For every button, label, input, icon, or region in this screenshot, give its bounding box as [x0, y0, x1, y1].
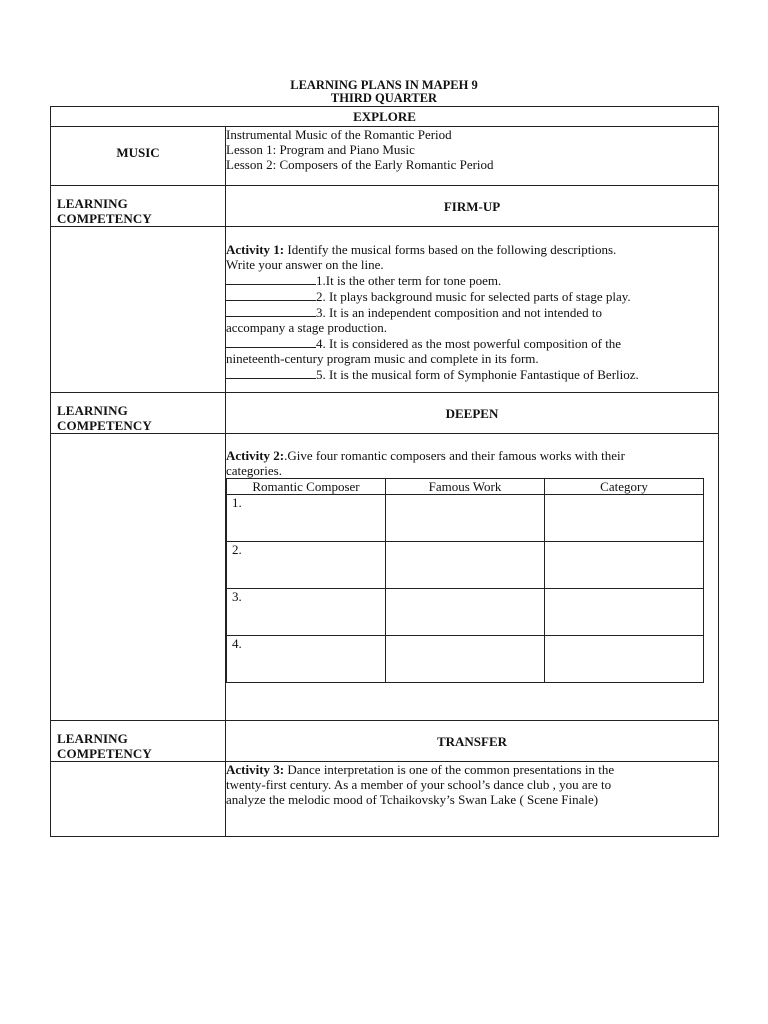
category-cell[interactable]: [545, 589, 704, 636]
explore-heading: EXPLORE: [51, 107, 719, 127]
table-row: [227, 542, 704, 589]
composer-table: [226, 478, 704, 683]
activity-3: [226, 762, 719, 837]
deepen-heading: DEEPEN: [226, 393, 719, 434]
firm-up-heading: FIRM-UP: [226, 186, 719, 227]
lesson-2: Lesson 2: Composers of the Early Romantic Period: [226, 157, 494, 172]
activity-1-item: 5. It is the musical form of Symphonie Fantastique of Berlioz.: [226, 366, 718, 382]
composer-cell[interactable]: 3.: [227, 589, 386, 636]
activity-1-item-cont: nineteenth-century program music and complete in its form.: [226, 351, 539, 366]
activity-3-line: twenty-first century. As a member of your school’s dance club , you are to: [226, 777, 612, 792]
composer-cell[interactable]: 2.: [227, 542, 386, 589]
category-cell[interactable]: [545, 636, 704, 683]
activity-1-item: 1.It is the other term for tone poem.: [226, 272, 718, 288]
table-row: [227, 636, 704, 683]
explore-row: [51, 127, 719, 186]
activity-1-item: 2. It plays background music for selected parts of stage play.: [226, 288, 718, 304]
learning-competency-label: LEARNING COMPETENCY: [51, 186, 226, 227]
category-cell[interactable]: [545, 495, 704, 542]
answer-line[interactable]: [226, 288, 316, 301]
activity-1-item: 4. It is considered as the most powerful composition of the: [226, 335, 718, 351]
answer-line[interactable]: [226, 335, 316, 348]
activity-2-intro-cont: categories.: [226, 463, 282, 478]
explore-header-row: [51, 107, 719, 127]
column-header-category: Category: [545, 479, 704, 495]
deepen-header-row: [51, 393, 719, 434]
transfer-content-row: [51, 762, 719, 837]
activity-1-intro: Identify the musical forms based on the following descriptions.: [284, 242, 617, 257]
learning-plan-table: [50, 106, 719, 837]
work-cell[interactable]: [386, 495, 545, 542]
activity-1-item-cont: accompany a stage production.: [226, 320, 387, 335]
transfer-left-cell: [51, 762, 226, 837]
composer-cell[interactable]: 1.: [227, 495, 386, 542]
category-cell[interactable]: [545, 542, 704, 589]
lesson-topic: Instrumental Music of the Romantic Period: [226, 127, 452, 142]
deepen-left-cell: [51, 434, 226, 721]
work-cell[interactable]: [386, 542, 545, 589]
lesson-1: Lesson 1: Program and Piano Music: [226, 142, 415, 157]
composer-table-header: [227, 479, 704, 495]
deepen-content-row: [51, 434, 719, 721]
column-header-work: Famous Work: [386, 479, 545, 495]
activity-1: [226, 227, 719, 393]
transfer-header-row: [51, 721, 719, 762]
document-subtitle: THIRD QUARTER: [330, 91, 438, 105]
learning-competency-label: LEARNING COMPETENCY: [51, 721, 226, 762]
firm-up-header-row: [51, 186, 719, 227]
column-header-composer: Romantic Composer: [227, 479, 386, 495]
activity-3-line: analyze the melodic mood of Tchaikovsky’s Swan Lake ( Scene Finale): [226, 792, 599, 807]
composer-cell[interactable]: 4.: [227, 636, 386, 683]
answer-line[interactable]: [226, 272, 316, 285]
activity-2: [226, 434, 719, 721]
firm-up-content-row: [51, 227, 719, 393]
table-row: [227, 589, 704, 636]
subject-label: MUSIC: [51, 127, 226, 186]
work-cell[interactable]: [386, 589, 545, 636]
activity-3-label: Activity 3:: [226, 762, 285, 777]
learning-competency-label: LEARNING COMPETENCY: [51, 393, 226, 434]
answer-line[interactable]: [226, 366, 316, 379]
activity-3-line: Dance interpretation is one of the common presentations in the: [284, 762, 615, 777]
activity-1-instruction: Write your answer on the line.: [226, 257, 384, 272]
table-row: [227, 495, 704, 542]
firm-up-left-cell: [51, 227, 226, 393]
lesson-list: [226, 127, 719, 186]
document-title: LEARNING PLANS IN MAPEH 9: [290, 78, 478, 92]
activity-2-label: Activity 2:: [226, 448, 285, 463]
activity-1-label: Activity 1:: [226, 242, 285, 257]
answer-line[interactable]: [226, 304, 316, 317]
work-cell[interactable]: [386, 636, 545, 683]
activity-1-item: 3. It is an independent composition and not intended to: [226, 304, 718, 320]
transfer-heading: TRANSFER: [226, 721, 719, 762]
activity-2-intro: .Give four romantic composers and their famous works with their: [284, 448, 625, 463]
